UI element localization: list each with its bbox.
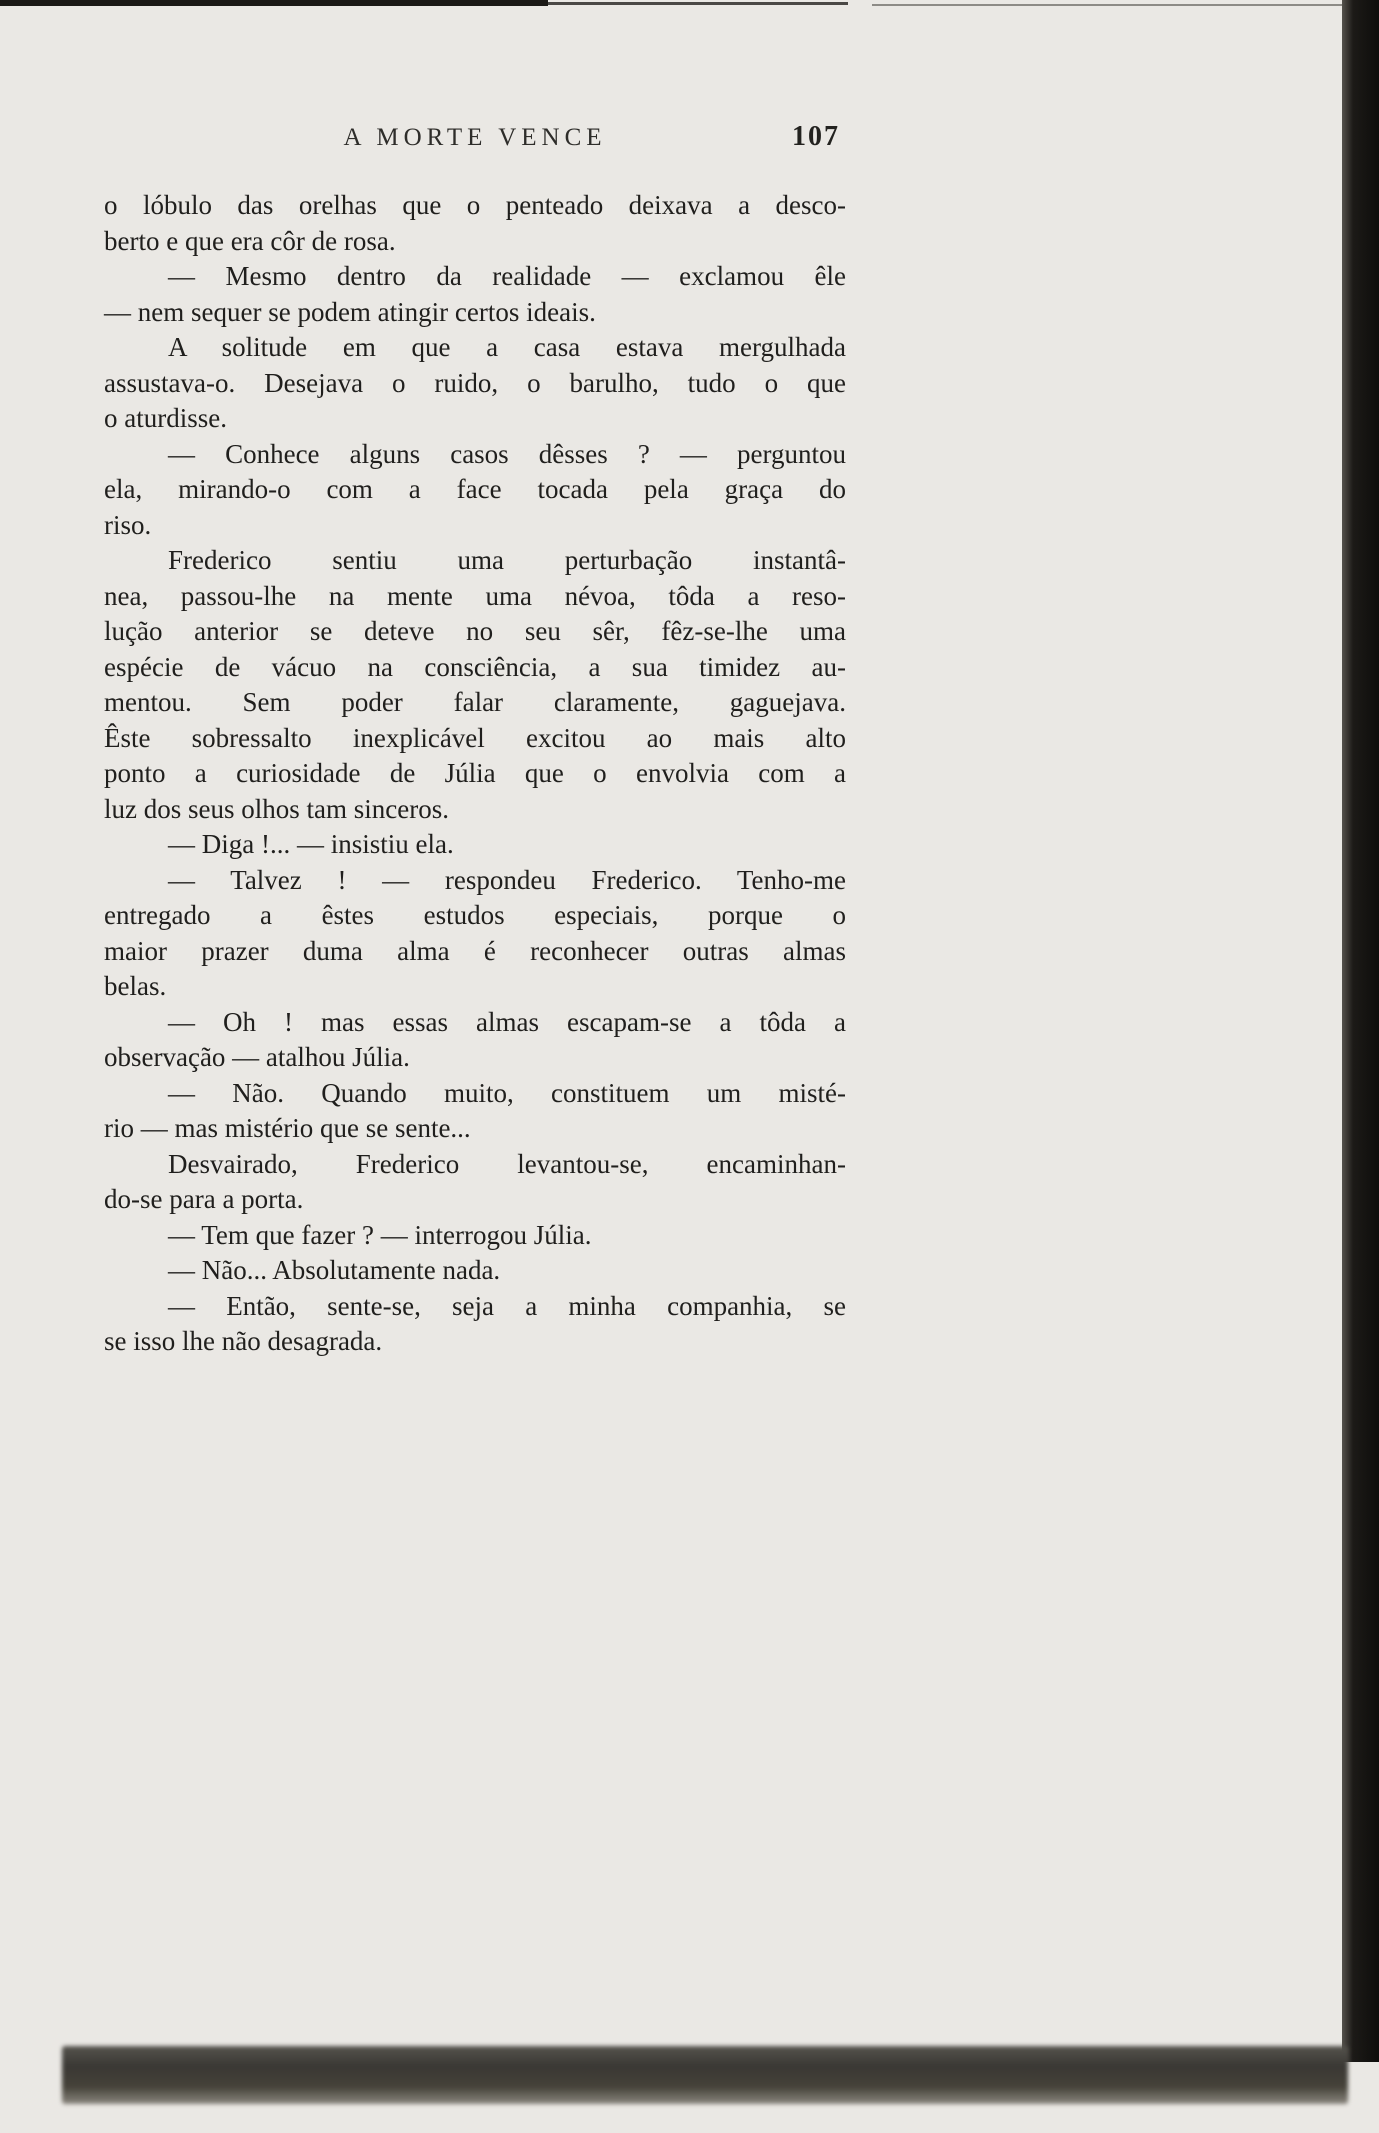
text-line: entregado a êstes estudos especiais, porque o	[104, 900, 846, 930]
text-line: o aturdisse.	[104, 403, 227, 433]
text-line: observação — atalhou Júlia.	[104, 1042, 410, 1072]
text-line: nea, passou-lhe na mente uma névoa, tôda a reso-	[104, 580, 846, 611]
text-line: — Não... Absolutamente nada.	[168, 1255, 501, 1285]
paragraph	[104, 330, 846, 437]
text-line: luz dos seus olhos tam sinceros.	[104, 793, 449, 824]
text-line: — nem sequer se podem atingir certos ideais.	[104, 296, 596, 327]
text-line: Desvairado, Frederico levantou-se, encaminhan-	[168, 1148, 846, 1179]
text-line: A solitude em que a casa estava mergulhada	[168, 332, 846, 362]
text-line: assustava-o. Desejava o ruido, o barulho, tudo o que	[104, 367, 846, 398]
paragraph	[104, 1005, 846, 1076]
paragraph	[104, 1076, 846, 1147]
text-line: Êste sobressalto inexplicável excitou ao mais alto	[104, 722, 846, 753]
paragraph	[104, 1218, 846, 1254]
scan-artifact-top-edge	[872, 4, 1342, 6]
page-body	[104, 188, 846, 1360]
text-line: o lóbulo das orelhas que o penteado deixava a desco-	[104, 190, 846, 220]
text-line: riso.	[104, 509, 152, 540]
scan-artifact-top-edge	[0, 0, 548, 6]
scan-edge-right	[1342, 0, 1379, 2062]
text-line: — Não. Quando muito, constituem um misté-	[168, 1077, 846, 1108]
text-line: Frederico sentiu uma perturbação instantâ-	[168, 545, 846, 575]
text-line: — Tem que fazer ? — interrogou Júlia.	[168, 1219, 592, 1250]
paragraph	[104, 188, 846, 259]
text-line: — Então, sente-se, seja a minha companhia, se	[168, 1290, 846, 1321]
text-line: — Diga !... — insistiu ela.	[168, 829, 454, 859]
text-line: — Talvez ! — respondeu Frederico. Tenho-me	[168, 864, 846, 895]
text-line: mentou. Sem poder falar claramente, gaguejava.	[104, 687, 846, 717]
paragraph	[104, 1289, 846, 1360]
page-number: 107	[792, 121, 840, 152]
text-line: — Conhece alguns casos dêsses ? — perguntou	[168, 438, 846, 469]
text-line: ponto a curiosidade de Júlia que o envolvia com a	[104, 758, 846, 788]
paragraph	[104, 1147, 846, 1218]
text-line: — Oh ! mas essas almas escapam-se a tôda a	[168, 1006, 846, 1037]
paragraph	[104, 543, 846, 827]
paragraph	[104, 827, 846, 863]
page-title: A MORTE VENCE	[343, 124, 607, 151]
paragraph	[104, 437, 846, 544]
text-line: se isso lhe não desagrada.	[104, 1326, 383, 1356]
text-line: do-se para a porta.	[104, 1184, 304, 1214]
running-header	[104, 121, 846, 160]
text-line: belas.	[104, 971, 167, 1001]
text-line: espécie de vácuo na consciência, a sua timidez au-	[104, 651, 846, 682]
text-line: — Mesmo dentro da realidade — exclamou êle	[168, 261, 846, 291]
paragraph	[104, 1253, 846, 1289]
scan-artifact-top-edge	[548, 2, 848, 5]
text-line: lução anterior se deteve no seu sêr, fêz-se-lhe uma	[104, 616, 846, 646]
text-line: maior prazer duma alma é reconhecer outras almas	[104, 935, 846, 966]
text-line: berto e que era côr de rosa.	[104, 225, 396, 256]
paragraph	[104, 259, 846, 330]
paragraph	[104, 863, 846, 1005]
scan-shadow-bottom	[62, 2046, 1348, 2104]
text-line: ela, mirando-o com a face tocada pela graça do	[104, 474, 846, 504]
text-line: rio — mas mistério que se sente...	[104, 1113, 471, 1143]
